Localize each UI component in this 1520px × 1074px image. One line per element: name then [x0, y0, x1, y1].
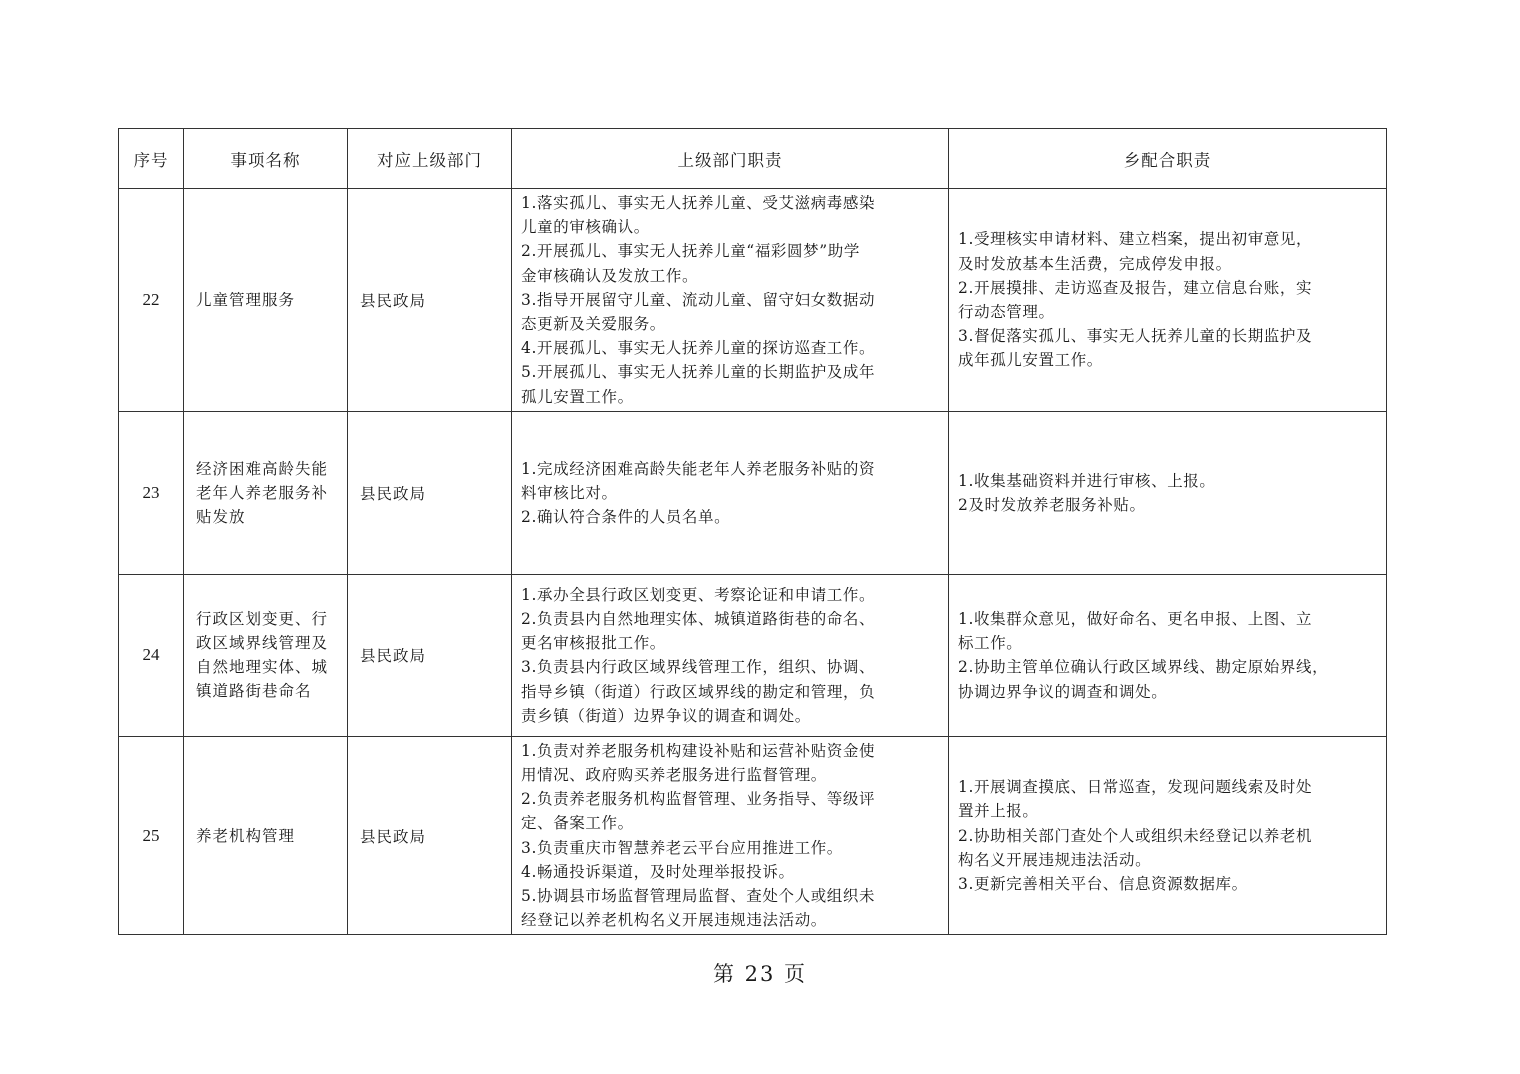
duty-line: 1.落实孤儿、事实无人抚养儿童、受艾滋病毒感染: [521, 194, 876, 212]
coop-line: 3.督促落实孤儿、事实无人抚养儿童的长期监护及: [958, 327, 1313, 346]
duty-line: 2.开展孤儿、事实无人抚养儿童“福彩圆梦”助学: [521, 242, 860, 261]
duty-line: 1.承办全县行政区划变更、考察论证和申请工作。: [521, 585, 876, 604]
coop-line: 3.更新完善相关平台、信息资源数据库。: [958, 874, 1248, 893]
row-seq: 25: [119, 736, 184, 935]
row-seq: 23: [119, 411, 184, 574]
coop-line: 标工作。: [958, 634, 1023, 653]
coop-line: 2.开展摸排、走访巡查及报告，建立信息台账，实: [958, 278, 1313, 297]
row-item-name: 儿童管理服务: [184, 189, 348, 412]
duty-line: 2.确认符合条件的人员名单。: [521, 507, 731, 526]
duty-line: 1.完成经济困难高龄失能老年人养老服务补贴的资: [521, 459, 876, 478]
row-superior-duties: [512, 574, 949, 736]
duty-line: 经登记以养老机构名义开展违规违法活动。: [521, 911, 827, 930]
coop-line: 2及时发放养老服务补贴。: [958, 495, 1146, 514]
row-superior-duties: [512, 411, 949, 574]
duty-line: 指导乡镇（街道）行政区域界线的勘定和管理，负: [521, 682, 876, 701]
table-body: [119, 189, 1387, 935]
table-row: [119, 411, 1387, 574]
row-item-name: 养老机构管理: [184, 736, 348, 935]
coop-line: 置并上报。: [958, 802, 1039, 821]
duty-line: 态更新及关爱服务。: [521, 315, 666, 334]
header-coop: 乡配合职责: [949, 129, 1387, 189]
duty-line: 金审核确认及发放工作。: [521, 266, 699, 285]
row-township-duties: [949, 574, 1387, 736]
table-row: [119, 736, 1387, 935]
row-superior-dept: 县民政局: [348, 574, 512, 736]
duty-line: 定、备案工作。: [521, 814, 634, 833]
coop-line: 1.收集群众意见，做好命名、更名申报、上图、立: [958, 609, 1313, 628]
duty-line: 4.畅通投诉渠道，及时处理举报投诉。: [521, 862, 795, 881]
page-number: 第 23 页: [712, 962, 808, 986]
coop-line: 成年孤儿安置工作。: [958, 351, 1103, 370]
duty-line: 3.指导开展留守儿童、流动儿童、留守妇女数据动: [521, 290, 876, 309]
duty-line: 3.负责重庆市智慧养老云平台应用推进工作。: [521, 838, 843, 857]
table-header-row: [119, 129, 1387, 189]
duty-line: 5.协调县市场监督管理局监督、查处个人或组织未: [521, 887, 876, 906]
coop-line: 及时发放基本生活费，完成停发申报。: [958, 254, 1232, 273]
row-township-duties: [949, 189, 1387, 412]
coop-line: 2.协助主管单位确认行政区域界线、勘定原始界线，: [958, 658, 1329, 677]
table-row: [119, 189, 1387, 412]
coop-line: 1.受理核实申请材料、建立档案，提出初审意见，: [958, 230, 1313, 249]
row-superior-duties: [512, 189, 949, 412]
coop-line: 2.协助相关部门查处个人或组织未经登记以养老机: [958, 826, 1313, 845]
row-item-name: 经济困难高龄失能老年人养老服务补贴发放: [184, 411, 348, 574]
row-superior-dept: 县民政局: [348, 189, 512, 412]
row-item-name: 行政区划变更、行政区域界线管理及自然地理实体、城镇道路街巷命名: [184, 574, 348, 736]
row-township-duties: [949, 736, 1387, 935]
coop-line: 1.开展调查摸底、日常巡查，发现问题线索及时处: [958, 778, 1313, 797]
row-superior-dept: 县民政局: [348, 411, 512, 574]
duty-line: 1.负责对养老服务机构建设补贴和运营补贴资金使: [521, 741, 876, 760]
duty-line: 料审核比对。: [521, 483, 618, 502]
coop-line: 构名义开展违规违法活动。: [958, 850, 1152, 869]
duty-line: 5.开展孤儿、事实无人抚养儿童的长期监护及成年: [521, 363, 876, 382]
coop-line: 1.收集基础资料并进行审核、上报。: [958, 471, 1216, 490]
row-superior-dept: 县民政局: [348, 736, 512, 935]
row-seq: 24: [119, 574, 184, 736]
duty-line: 3.负责县内行政区域界线管理工作，组织、协调、: [521, 658, 876, 677]
duty-line: 儿童的审核确认。: [521, 218, 650, 237]
row-seq: 22: [119, 189, 184, 412]
row-superior-duties: [512, 736, 949, 935]
duty-line: 2.负责县内自然地理实体、城镇道路街巷的命名、: [521, 609, 876, 628]
duty-line: 用情况、政府购买养老服务进行监督管理。: [521, 766, 827, 785]
duty-line: 4.开展孤儿、事实无人抚养儿童的探访巡查工作。: [521, 339, 876, 358]
duty-line: 责乡镇（街道）边界争议的调查和调处。: [521, 706, 811, 725]
header-duty: 上级部门职责: [512, 129, 949, 189]
header-dept: 对应上级部门: [348, 129, 512, 189]
table-row: [119, 574, 1387, 736]
duty-line: 孤儿安置工作。: [521, 387, 634, 406]
duty-line: 2.负责养老服务机构监督管理、业务指导、等级评: [521, 790, 876, 809]
row-township-duties: [949, 411, 1387, 574]
duty-line: 更名审核报批工作。: [521, 634, 666, 653]
header-name: 事项名称: [184, 129, 348, 189]
header-seq: 序号: [119, 129, 184, 189]
duty-table: [118, 128, 1387, 935]
coop-line: 行动态管理。: [958, 302, 1055, 321]
coop-line: 协调边界争议的调查和调处。: [958, 682, 1168, 701]
